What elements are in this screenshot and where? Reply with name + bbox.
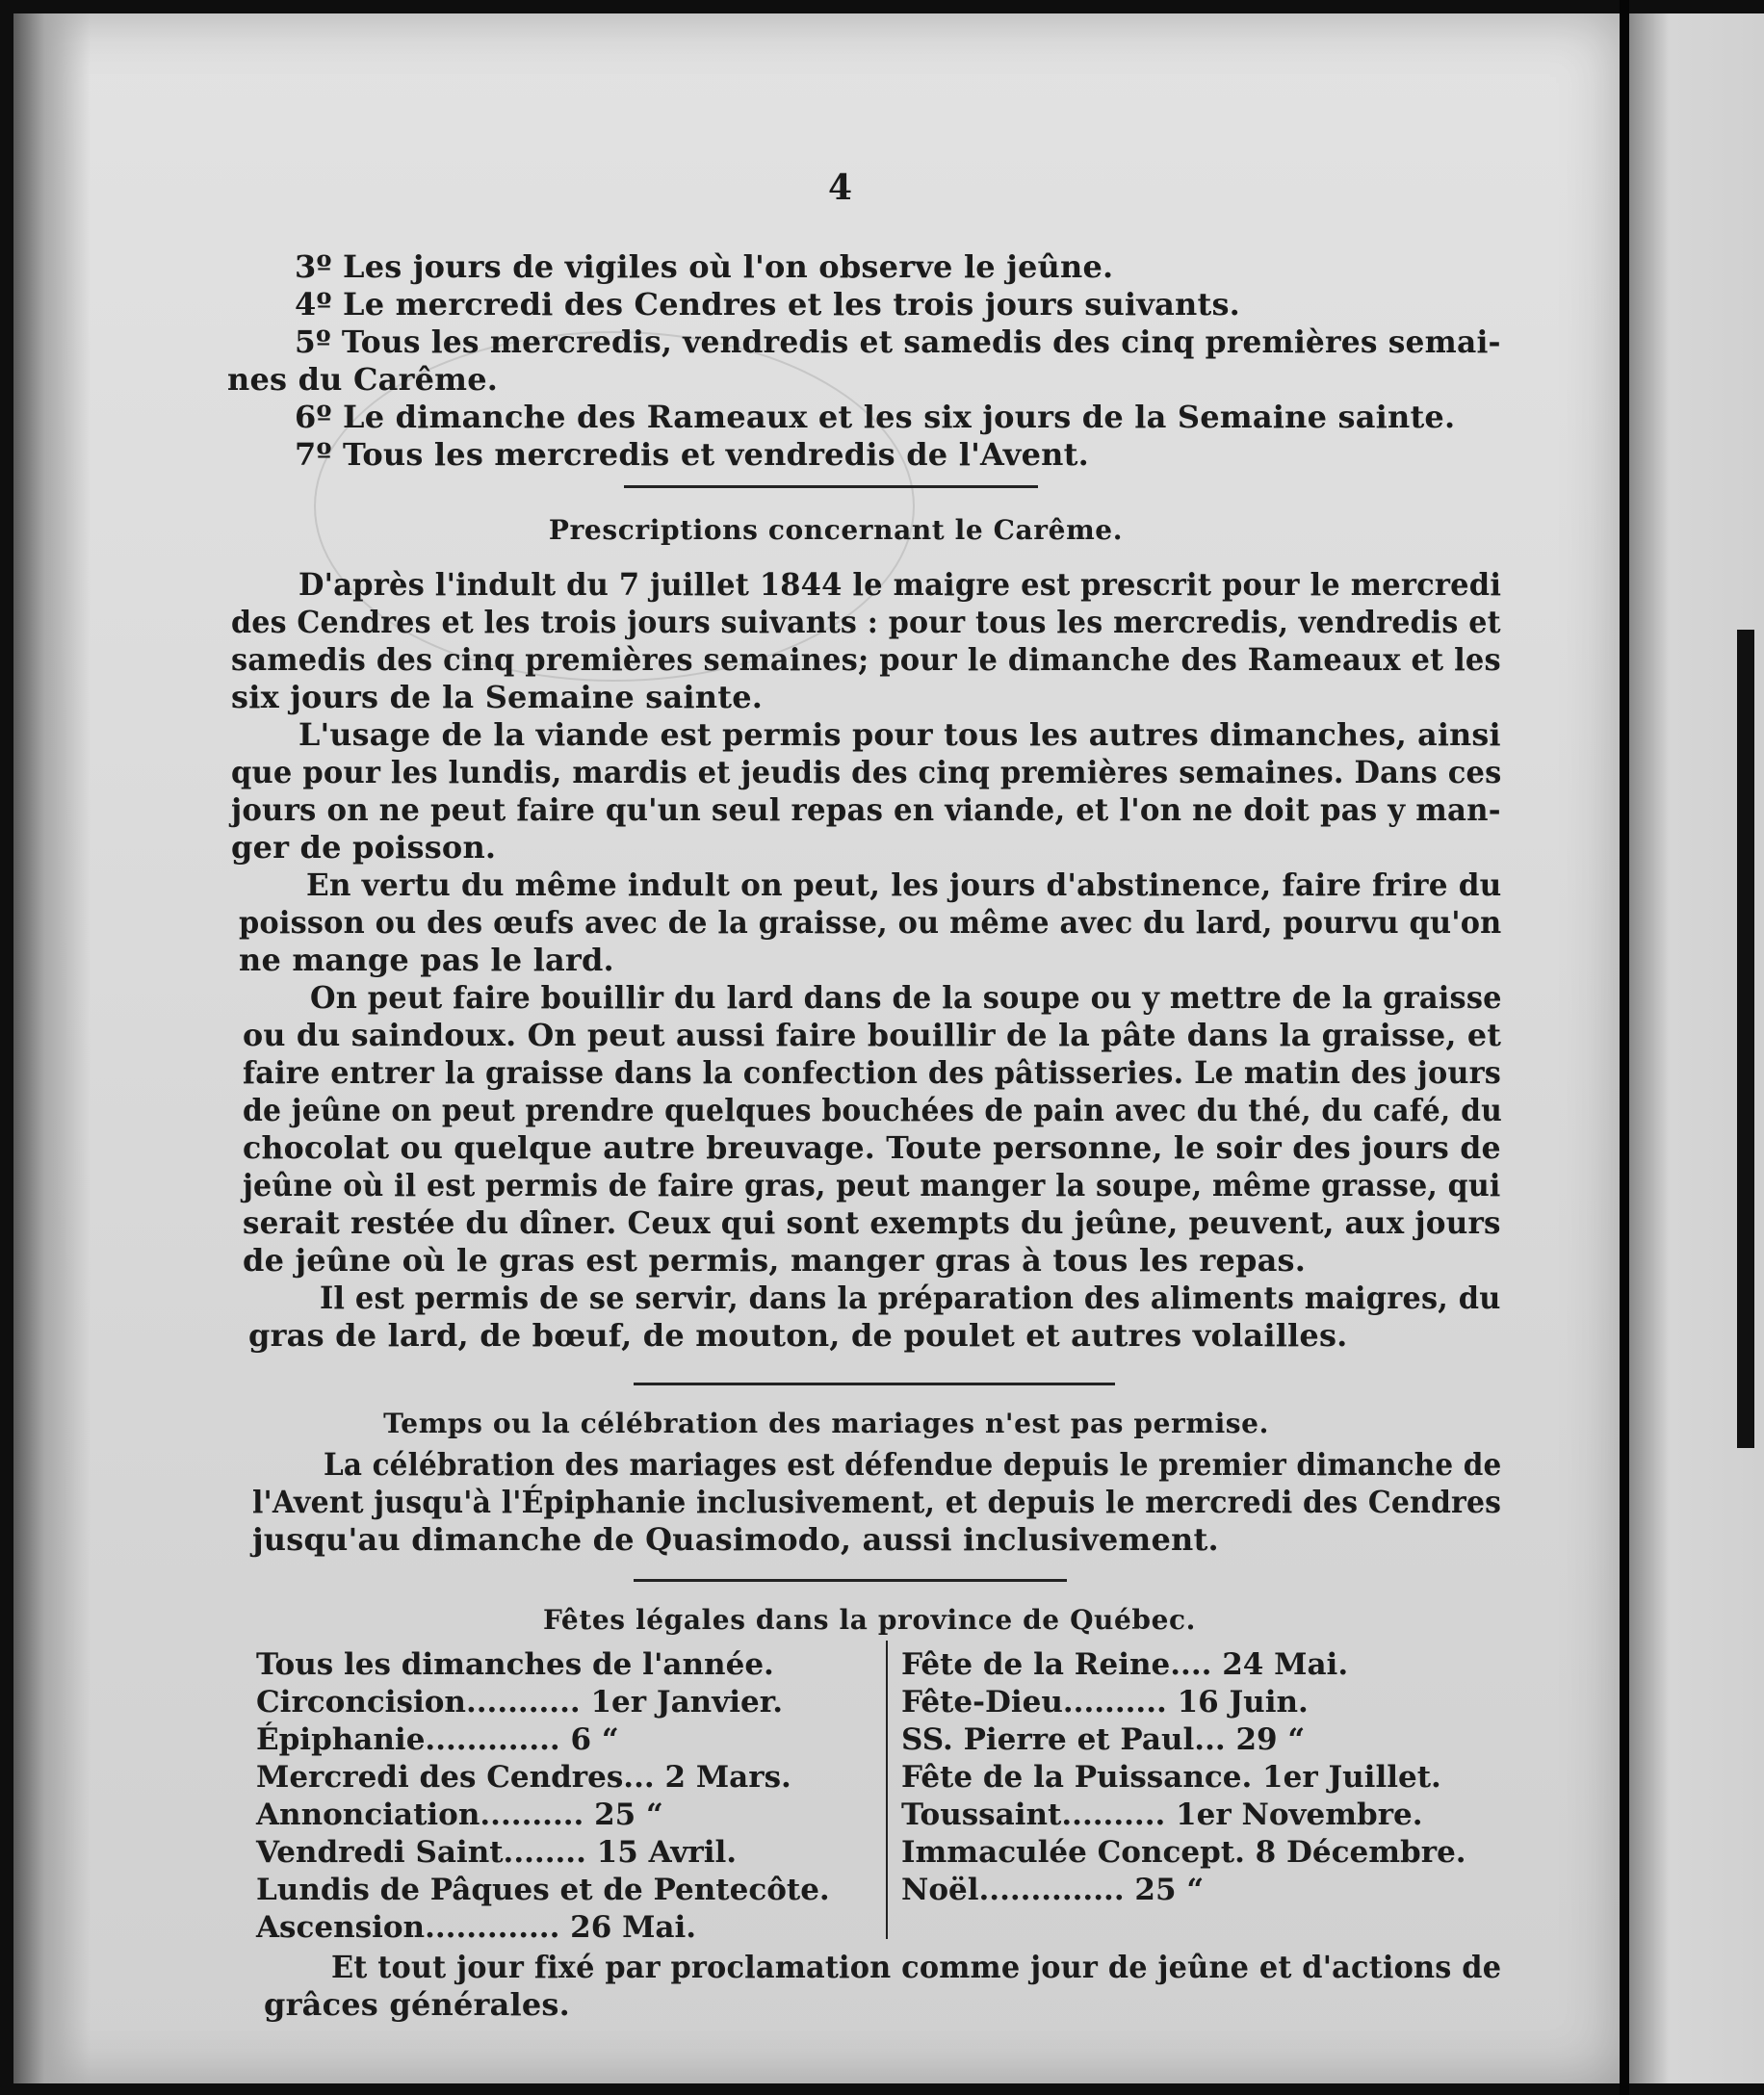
paragraph-line: poisson ou des œufs avec de la graisse, ou même avec du lard, pourvu qu'on <box>239 904 1502 941</box>
paragraph-line: de jeûne où le gras est permis, manger gras à tous les repas. <box>243 1242 1307 1279</box>
book-spine <box>1620 0 1629 2095</box>
feast-right: Immaculée Concept. 8 Décembre. <box>901 1835 1466 1870</box>
feast-right: Toussaint.......... 1er Novembre. <box>901 1798 1423 1832</box>
paragraph-line: serait restée du dîner. Ceux qui sont exempts du jeûne, peuvent, aux jours <box>243 1204 1501 1241</box>
list-item: 4º Le mercredi des Cendres et les trois jours suivants. <box>295 286 1241 323</box>
paragraph-line: Il est permis de se servir, dans la préparation des aliments maigres, du <box>320 1280 1501 1316</box>
paragraph-line: jours on ne peut faire qu'un seul repas en viande, et l'on ne doit pas y man- <box>231 791 1501 828</box>
paragraph-line: jeûne où il est permis de faire gras, peut manger la soupe, même grasse, qui <box>243 1167 1501 1203</box>
feast-left: Tous les dimanches de l'année. <box>256 1647 774 1682</box>
feast-left: Mercredi des Cendres... 2 Mars. <box>256 1760 791 1795</box>
page-sheet <box>13 13 1620 2083</box>
page-number: 4 <box>828 168 853 208</box>
paragraph-line: que pour les lundis, mardis et jeudis des cinq premières semaines. Dans ces <box>231 754 1502 790</box>
feast-left: Annonciation.......... 25 “ <box>256 1798 663 1832</box>
paragraph-line: faire entrer la graisse dans la confection des pâtisseries. Le matin des jours <box>243 1054 1502 1091</box>
page-content <box>13 13 1620 2083</box>
paragraph-line: L'usage de la viande est permis pour tous les autres dimanches, ainsi <box>298 716 1501 753</box>
column-divider <box>886 1641 888 1939</box>
feast-left: Lundis de Pâques et de Pentecôte. <box>256 1873 830 1907</box>
paragraph-line: La célébration des mariages est défendue depuis le premier dimanche de <box>324 1446 1502 1483</box>
closing-line: Et tout jour fixé par proclamation comme jour de jeûne et d'actions de <box>331 1949 1502 1985</box>
list-item: 7º Tous les mercredis et vendredis de l'Avent. <box>295 436 1089 473</box>
section-heading-fetes: Fêtes légales dans la province de Québec. <box>542 1604 1197 1636</box>
feast-right: Fête de la Puissance. 1er Juillet. <box>901 1760 1441 1795</box>
facing-page-edge <box>1629 13 1764 2083</box>
paragraph-line: ger de poisson. <box>231 829 497 866</box>
paragraph-line: l'Avent jusqu'à l'Épiphanie inclusivement, et depuis le mercredi des Cendres <box>252 1484 1502 1520</box>
feast-left: Épiphanie............. 6 “ <box>256 1722 619 1757</box>
feast-right: Fête de la Reine.... 24 Mai. <box>901 1647 1349 1682</box>
paragraph-line: ne mange pas le lard. <box>239 942 614 978</box>
paragraph-line: En vertu du même indult on peut, les jours d'abstinence, faire frire du <box>306 866 1502 903</box>
closing-line: grâces générales. <box>264 1986 570 2023</box>
paragraph-line: On peut faire bouillir du lard dans de la soupe ou y mettre de la graisse <box>310 979 1502 1016</box>
list-item: 5º Tous les mercredis, vendredis et samedis des cinq premières semai- <box>295 323 1501 360</box>
paragraph-line: D'après l'indult du 7 juillet 1844 le maigre est prescrit pour le mercredi <box>298 566 1502 603</box>
section-divider <box>634 1579 1067 1582</box>
section-divider <box>634 1383 1115 1385</box>
feast-right: Fête-Dieu.......... 16 Juin. <box>901 1685 1309 1720</box>
paragraph-line: ou du saindoux. On peut aussi faire bouillir de la pâte dans la graisse, et <box>243 1017 1502 1053</box>
section-heading-mariages: Temps ou la célébration des mariages n'est pas permise. <box>383 1408 1269 1439</box>
paragraph-line: jusqu'au dimanche de Quasimodo, aussi inclusivement. <box>252 1521 1219 1558</box>
list-item: 6º Le dimanche des Rameaux et les six jours de la Semaine sainte. <box>295 399 1456 435</box>
list-item: nes du Carême. <box>227 361 499 398</box>
paragraph-line: six jours de la Semaine sainte. <box>231 679 764 715</box>
facing-page-shadow <box>1737 630 1754 1448</box>
feast-left: Circoncision........... 1er Janvier. <box>256 1685 783 1720</box>
feast-left: Ascension............. 26 Mai. <box>256 1910 697 1945</box>
paragraph-line: chocolat ou quelque autre breuvage. Toute personne, le soir des jours de <box>243 1129 1501 1166</box>
section-heading-careme: Prescriptions concernant le Carême. <box>548 514 1124 546</box>
feast-right: Noël.............. 25 “ <box>901 1873 1205 1907</box>
section-divider <box>624 485 1038 488</box>
list-item: 3º Les jours de vigiles où l'on observe le jeûne. <box>295 248 1114 285</box>
paragraph-line: samedis des cinq premières semaines; pour le dimanche des Rameaux et les <box>231 641 1501 678</box>
paragraph-line: de jeûne on peut prendre quelques bouchées de pain avec du thé, du café, du <box>243 1092 1502 1128</box>
paragraph-line: gras de lard, de bœuf, de mouton, de poulet et autres volailles. <box>248 1317 1348 1354</box>
feast-left: Vendredi Saint........ 15 Avril. <box>256 1835 738 1870</box>
feast-right: SS. Pierre et Paul... 29 “ <box>901 1722 1306 1757</box>
paragraph-line: des Cendres et les trois jours suivants : pour tous les mercredis, vendredis et <box>231 604 1501 640</box>
